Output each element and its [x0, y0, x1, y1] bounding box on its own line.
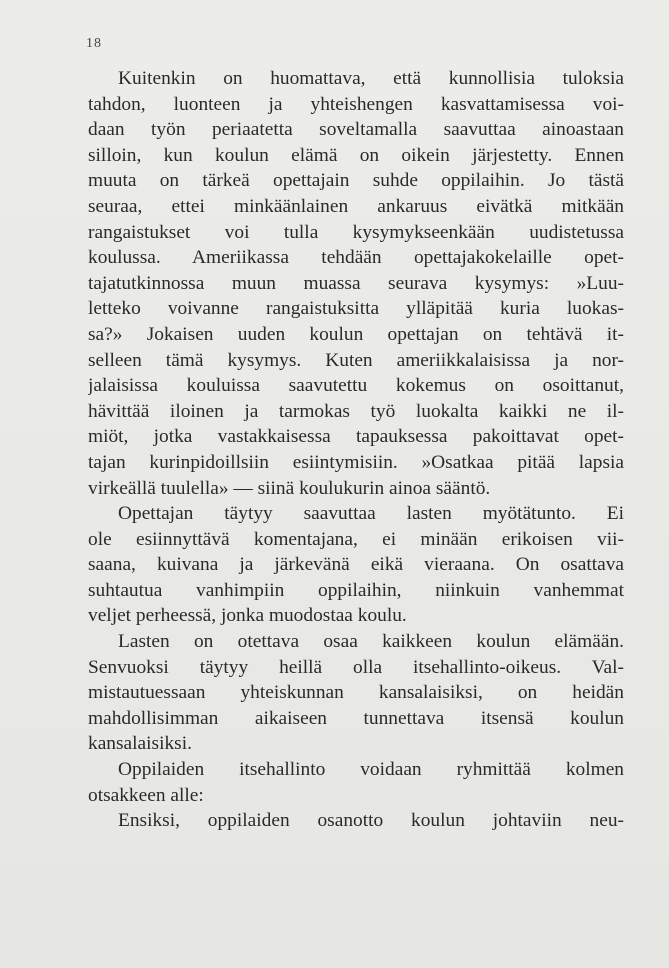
- text-line: ole esiinnyttävä komentajana, ei minään erikoisen vii-: [88, 528, 624, 550]
- text-line: otsakkeen alle:: [88, 784, 204, 806]
- paragraph: [88, 757, 624, 808]
- body-text: [88, 66, 624, 834]
- text-line: silloin, kun koulun elämä on oikein järjestetty. Ennen: [88, 144, 624, 166]
- text-line: Kuitenkin on huomattava, että kunnollisia tuloksia: [118, 68, 624, 89]
- text-line: jalaisissa kouluissa saavutettu kokemus on osoittanut,: [88, 375, 624, 397]
- text-line: Opettajan täytyy saavuttaa lasten myötätunto. Ei: [118, 503, 624, 525]
- text-line: seuraa, ettei minkäänlainen ankaruus eivätkä mitkään: [88, 195, 624, 217]
- text-line: virkeällä tuulella» — siinä koulukurin ainoa sääntö.: [88, 477, 491, 499]
- text-line: sa?» Jokaisen uuden koulun opettajan on tehtävä it-: [88, 323, 624, 345]
- text-line: Ensiksi, oppilaiden osanotto koulun johtaviin neu-: [118, 810, 624, 832]
- text-line: rangaistukset voi tulla kysymykseenkään uudistetussa: [88, 221, 624, 243]
- text-line: Lasten on otettava osaa kaikkeen koulun elämään.: [118, 631, 624, 653]
- paragraph: [88, 66, 624, 501]
- paragraph: [88, 629, 624, 757]
- text-line: veljet perheessä, jonka muodostaa koulu.: [88, 605, 407, 627]
- text-line: hävittää iloinen ja tarmokas työ luokalta kaikki ne il-: [88, 400, 624, 422]
- text-line: kansalaisiksi.: [88, 733, 192, 755]
- text-line: koulussa. Ameriikassa tehdään opettajakokelaille opet-: [88, 247, 624, 269]
- paragraph: [88, 501, 624, 629]
- text-line: selleen tämä kysymys. Kuten ameriikkalaisissa ja nor-: [88, 349, 624, 371]
- text-line: mahdollisimman aikaiseen tunnettava itsensä koulun: [88, 707, 624, 729]
- page-number: 18: [86, 36, 102, 51]
- text-line: Oppilaiden itsehallinto voidaan ryhmittää kolmen: [118, 759, 624, 781]
- text-line: mistautuessaan yhteiskunnan kansalaisiksi, on heidän: [88, 682, 624, 704]
- text-line: tajan kurinpidoillsiin esiintymisiin. »Osatkaa pitää lapsia: [88, 451, 624, 473]
- paragraph: [88, 808, 624, 834]
- text-line: suhtautua vanhimpiin oppilaihin, niinkuin vanhemmat: [88, 579, 624, 601]
- text-line: muuta on tärkeä opettajain suhde oppilaihin. Jo tästä: [88, 170, 624, 192]
- text-line: miöt, jotka vastakkaisessa tapauksessa pakoittavat opet-: [88, 426, 624, 448]
- text-line: tajatutkinnossa muun muassa seurava kysymys: »Luu-: [88, 272, 624, 294]
- text-line: saana, kuivana ja järkevänä eikä vieraana. On osattava: [88, 554, 624, 576]
- text-line: daan työn periaatetta soveltamalla saavuttaa ainoastaan: [88, 119, 624, 141]
- text-line: letteko voivanne rangaistuksitta ylläpitää kuria luokas-: [88, 298, 624, 320]
- text-line: tahdon, luonteen ja yhteishengen kasvattamisessa voi-: [88, 93, 624, 115]
- text-line: Senvuoksi täytyy heillä olla itsehallinto-oikeus. Val-: [88, 656, 624, 678]
